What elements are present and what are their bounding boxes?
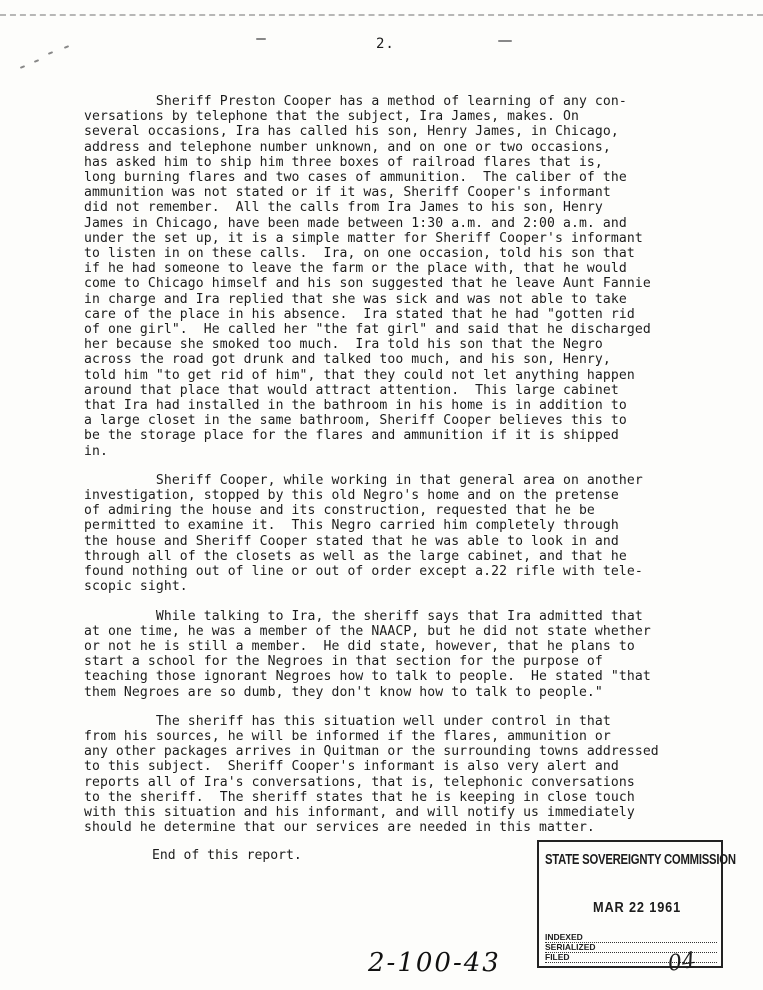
scan-speck: [48, 51, 53, 55]
closing-line: End of this report.: [152, 848, 302, 863]
scan-speck: [64, 45, 69, 49]
paragraph-1: Sheriff Preston Cooper has a method of learning of any con- versations by telephone that the subject, Ira James, makes. On several occasions, Ira has called his son, Henry James, in Chicago, address and telephone number unknown, and on one or two occasions, has asked him to ship him three boxes of railroad flares that is, long burning flares and two cases of ammunition. The caliber of the ammunition was not stated or if it was, Sheriff Cooper's informant did not remember. All the calls from Ira James to his son, Henry James in Chicago, have been made between 1:30 a.m. and 2:00 a.m. and under the set up, it is a simple matter for Sheriff Cooper's informant to listen in on these calls. Ira, on one occasion, told his son that if he had someone to leave the farm or the place with, that he would come to Chicago himself and his son suggested that he leave Aunt Fannie in charge and Ira replied that she was sick and was not able to take care of the place in his absence. Ira stated that he had "gotten rid of one girl". He called her "the fat girl" and said that he discharged her because she smoked too much. Ira told his son that the Negro across the road got drunk and talked too much, and his son, Henry, told him "to get rid of him", that they could not let anything happen around that place that would attract attention. This large cabinet that Ira had installed in the bathroom in his home is in addition to a large closet in the same bathroom, Sheriff Cooper believes this to be the storage place for the flares and ammunition if it is shipped in.: [84, 94, 651, 459]
commission-stamp: [537, 840, 736, 968]
page-top-edge: [0, 0, 763, 16]
handwritten-initials: 04: [666, 948, 698, 977]
handwritten-document-number: 2-100-43: [368, 948, 501, 978]
stamp-date: MAR 22 1961: [593, 899, 682, 916]
scan-speck: [256, 38, 266, 40]
page-number: 2.: [376, 36, 395, 52]
scan-speck: [34, 59, 39, 63]
scan-speck: [20, 65, 25, 69]
stamp-field-indexed: INDEXED: [545, 932, 717, 943]
report-body: [84, 94, 732, 849]
stamp-header: STATE SOVEREIGNTY COMMISSION: [545, 852, 736, 868]
stamp-field-serialized: SERIALIZED: [545, 942, 717, 953]
scan-speck: [498, 40, 512, 42]
stamp-field-filed: FILED: [545, 952, 717, 963]
paragraph-4: The sheriff has this situation well under control in that from his sources, he will be informed if the flares, ammunition or any other packages arrives in Quitman or the surrounding towns addressed to this subject. Sheriff Cooper's informant is also very alert and reports all of Ira's conversations, that is, telephonic conversations to the sheriff. The sheriff states that he is keeping in close touch with this situation and his informant, and will notify us immediately should he determine that our services are needed in this matter.: [84, 713, 659, 836]
paragraph-2: Sheriff Cooper, while working in that general area on another investigation, stopped by this old Negro's home and on the pretense of admiring the house and its construction, requested that he be permitted to examine it. This Negro carried him completely through the house and Sheriff Cooper stated that he was able to look in and through all of the closets as well as the large cabinet, and that he found nothing out of line or out of order except a.22 rifle with tele- scopic sight.: [84, 472, 643, 595]
paragraph-3: While talking to Ira, the sheriff says that Ira admitted that at one time, he was a member of the NAACP, but he did not state whether or not he is still a member. He did state, however, that he plans to start a school for the Negroes in that section for the purpose of teaching those ignorant Negroes how to talk to people. He stated "that them Negroes are so dumb, they don't know how to talk to people.": [84, 608, 651, 700]
